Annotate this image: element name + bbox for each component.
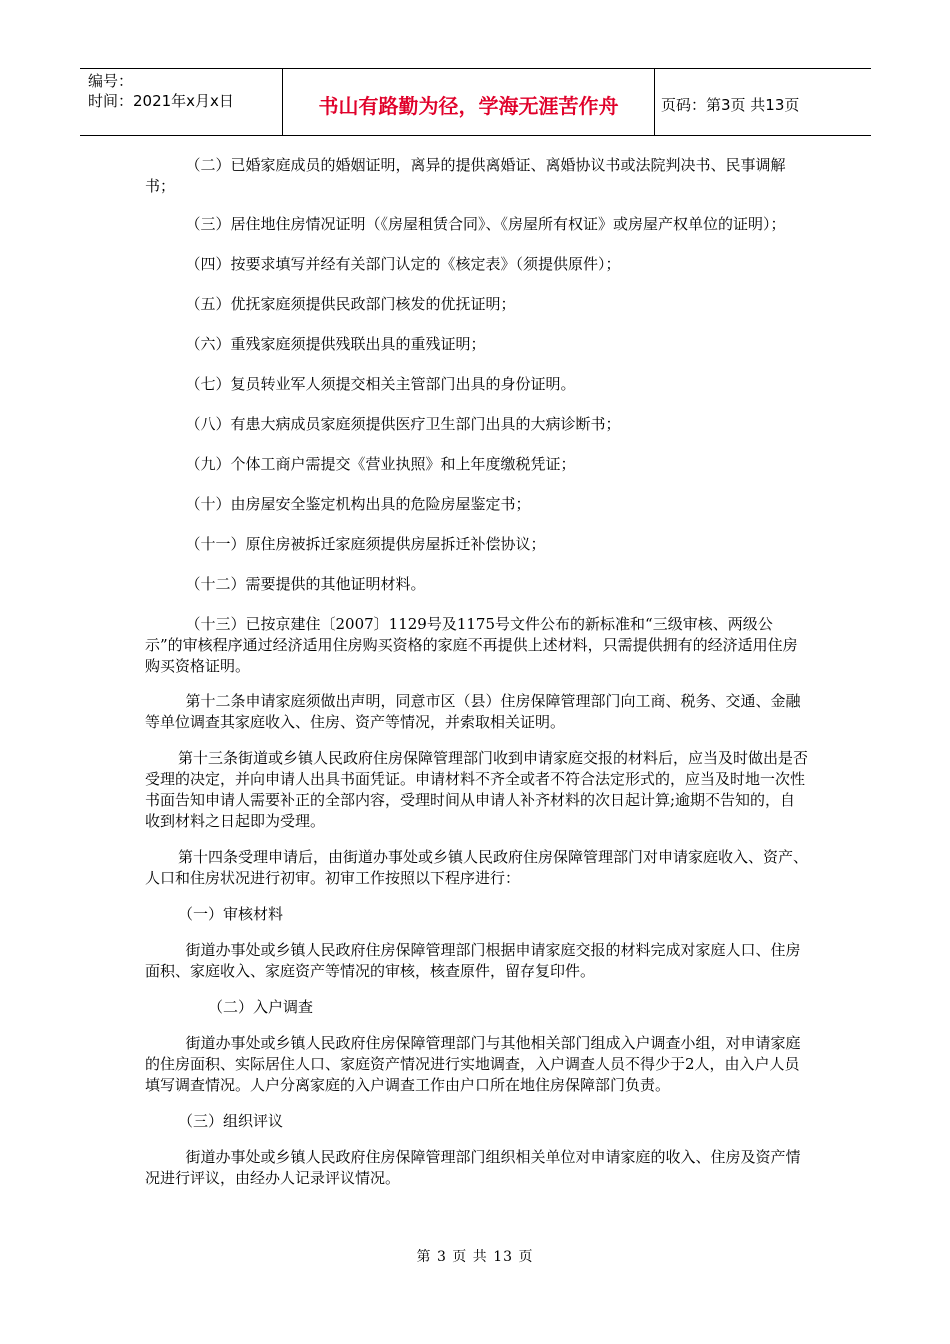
document-number-label: 编号： <box>88 72 134 90</box>
document-time-label: 时间：2021年x月x日 <box>88 92 234 110</box>
document-body <box>145 155 810 1204</box>
page-header <box>80 68 871 136</box>
paragraph: （一）审核材料 <box>178 905 284 923</box>
section-heading: 街道办事处或乡镇人民政府住房保障管理部门组织相关单位对申请家庭的收入、住房及资产情况进行评议，由经办人记录评议情况。 <box>145 1148 801 1187</box>
paragraph: 第十三条街道或乡镇人民政府住房保障管理部门收到申请家庭交报的材料后，应当及时做出是否受理的决定，并向申请人出具书面凭证。申请材料不齐全或者不符合法定形式的，应当及时地一次性书面告知申请人需要补正的全部内容，受理时间从申请人补齐材料的次日起计算;逾期不告知的，自收到材料之日起即为受理。 <box>145 749 809 830</box>
paragraph: （六）重残家庭须提供残联出具的重残证明； <box>185 335 486 353</box>
header-motto: 书山有路勤为径，学海无涯苦作舟 <box>283 69 655 135</box>
paragraph: （十二）需要提供的其他证明材料。 <box>185 575 426 593</box>
paragraph: （八）有患大病成员家庭须提供医疗卫生部门出具的大病诊断书； <box>185 415 621 433</box>
section-heading: 街道办事处或乡镇人民政府住房保障管理部门与其他相关部门组成入户调查小组，对申请家庭的住房面积、实际居住人口、家庭资产情况进行实地调查，入户调查人员不得少于2人，由入户人员填写调查情况。人户分离家庭的入户调查工作由户口所在地住房保障部门负责。 <box>145 1034 801 1094</box>
paragraph: （二）入户调查 <box>208 998 314 1016</box>
paragraph: （十三）已按京建住〔2007〕1129号及1175号文件公布的新标准和“三级审核、两级公示”的审核程序通过经济适用住房购买资格的家庭不再提供上述材料，只需提供拥有的经济适用住房购买资格证明。 <box>145 615 798 675</box>
paragraph: （三）组织评议 <box>178 1112 284 1130</box>
paragraph: （四）按要求填写并经有关部门认定的《核定表》（须提供原件）； <box>185 255 621 273</box>
paragraph: （三）居住地住房情况证明（《房屋租赁合同》、《房屋所有权证》或房屋产权单位的证明）； <box>185 215 786 233</box>
page-footer: 第 3 页 共 13 页 <box>416 1249 534 1265</box>
paragraph: （十一）原住房被拆迁家庭须提供房屋拆迁补偿协议； <box>185 535 546 553</box>
paragraph: （五）优抚家庭须提供民政部门核发的优抚证明； <box>185 295 516 313</box>
paragraph: 第十四条受理申请后，由街道办事处或乡镇人民政府住房保障管理部门对申请家庭收入、资产、人口和住房状况进行初审。初审工作按照以下程序进行： <box>145 848 809 887</box>
paragraph: 第十二条申请家庭须做出声明，同意市区（县）住房保障管理部门向工商、税务、交通、金融等单位调查其家庭收入、住房、资产等情况，并索取相关证明。 <box>145 692 801 731</box>
header-meta <box>80 69 283 135</box>
paragraph: （七）复员转业军人须提交相关主管部门出具的身份证明。 <box>185 375 576 393</box>
paragraph: （二）已婚家庭成员的婚姻证明，离异的提供离婚证、离婚协议书或法院判决书、民事调解书； <box>145 156 786 195</box>
header-page-info: 页码：第3页 共13页 <box>661 95 800 114</box>
paragraph: （十）由房屋安全鉴定机构出具的危险房屋鉴定书； <box>185 495 531 513</box>
section-heading: 街道办事处或乡镇人民政府住房保障管理部门根据申请家庭交报的材料完成对家庭人口、住房面积、家庭收入、家庭资产等情况的审核，核查原件，留存复印件。 <box>145 941 801 980</box>
paragraph: （九）个体工商户需提交《营业执照》和上年度缴税凭证； <box>185 455 576 473</box>
